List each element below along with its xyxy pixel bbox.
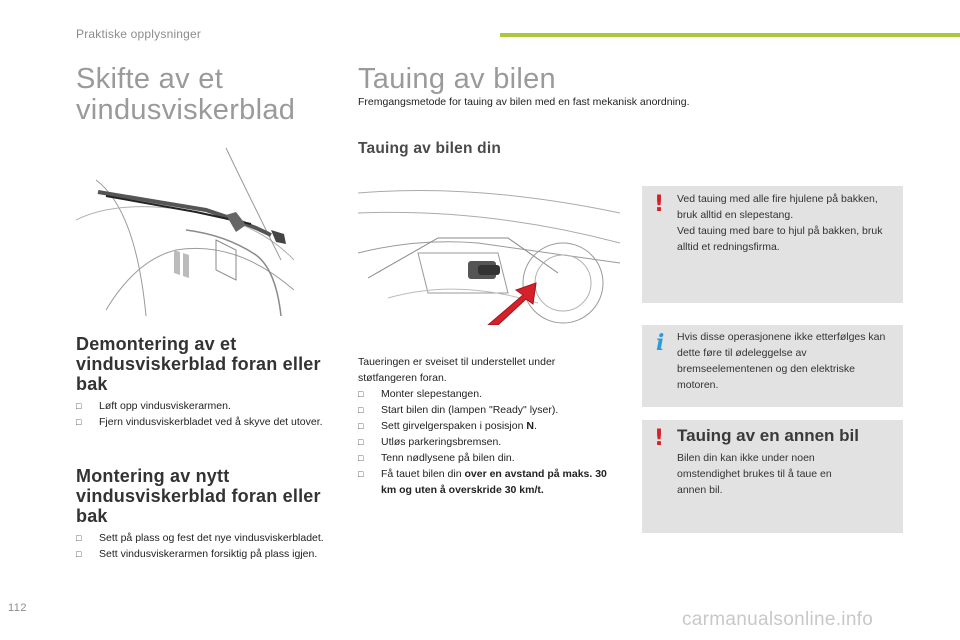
info-box: [642, 325, 903, 407]
bullet-icon: □: [358, 437, 364, 447]
info-text: Hvis disse operasjonene ikke etterfølges kan dette føre til ødeleggelse av bremseelementenen og den elektriske motoren.: [677, 331, 886, 391]
warning-text-2: Ved tauing med bare to hjul på bakken, bruk alltid et redningsfirma.: [677, 225, 883, 253]
list-item: □ Løft opp vindusviskerarmen.: [76, 400, 231, 412]
list-item: □ Fjern vindusviskerbladet ved å skyve det utover.: [76, 416, 323, 428]
list-item: □ Sett girvelgerspaken i posisjon N.: [358, 420, 537, 432]
bullet-icon: □: [76, 417, 82, 427]
tow-condition: over en avstand på maks. 30 km og uten å overskride 30 km/t.: [381, 468, 607, 496]
list-item: □ Utløs parkeringsbremsen.: [358, 436, 502, 448]
bullet-icon: □: [358, 453, 364, 463]
list-item: □ Sett vindusviskerarmen forsiktig på plass igjen.: [76, 548, 318, 560]
watermark: carmanualsonline.info: [682, 609, 874, 630]
warning-icon: !: [654, 192, 665, 217]
bullet-icon: □: [358, 389, 364, 399]
bullet-icon: □: [76, 401, 82, 411]
list-item: □ Tenn nødlysene på bilen din.: [358, 452, 515, 464]
bullet-icon: □: [76, 549, 82, 559]
wiper-install-title: Montering av nytt vindusviskerblad foran eller bak: [76, 466, 321, 526]
own-car-towing-title: Tauing av bilen din: [358, 140, 502, 157]
accent-bar: [500, 33, 960, 37]
section-label: Praktiske opplysninger: [76, 27, 202, 41]
warning-text-1: Ved tauing med alle fire hjulene på bakken, bruk alltid en slepestang.: [677, 193, 878, 221]
other-car-text: Bilen din kan ikke under noen omstendighet brukes til å taue en annen bil.: [677, 452, 832, 496]
wiper-section-title: Skifte av et vindusviskerblad: [76, 63, 296, 126]
bullet-icon: □: [358, 405, 364, 415]
bullet-icon: □: [358, 469, 364, 479]
towing-section-title: Tauing av bilen: [358, 63, 556, 95]
list-item: □ Sett på plass og fest det nye vindusviskerbladet.: [76, 532, 324, 544]
other-car-box: [642, 420, 903, 533]
list-item: □ Monter slepestangen.: [358, 388, 482, 400]
towing-intro: Fremgangsmetode for tauing av bilen med en fast mekanisk anordning.: [358, 96, 690, 108]
other-car-towing-title: Tauing av en annen bil: [677, 426, 859, 445]
info-icon: i: [656, 330, 665, 356]
bullet-icon: □: [358, 421, 364, 431]
towing-eye-illustration: [358, 183, 620, 325]
bullet-icon: □: [76, 533, 82, 543]
wiper-install-steps: [76, 530, 326, 562]
page-number: 112: [8, 602, 28, 614]
gear-position: N: [526, 420, 534, 432]
towing-eye-description: Taueringen er sveiset til understellet under støtfangeren foran.: [358, 356, 556, 384]
wiper-arm-illustration: [76, 140, 294, 316]
warning-box: [642, 186, 903, 303]
towing-steps: [358, 386, 608, 498]
list-item: □ Få tauet bilen din over en avstand på maks. 30 km og uten å overskride 30 km/t.: [358, 468, 607, 496]
wiper-removal-steps: [76, 398, 326, 430]
list-item: □ Start bilen din (lampen "Ready" lyser).: [358, 404, 559, 416]
wiper-removal-title: Demontering av et vindusviskerblad foran eller bak: [76, 334, 321, 394]
warning-icon: !: [654, 426, 665, 451]
